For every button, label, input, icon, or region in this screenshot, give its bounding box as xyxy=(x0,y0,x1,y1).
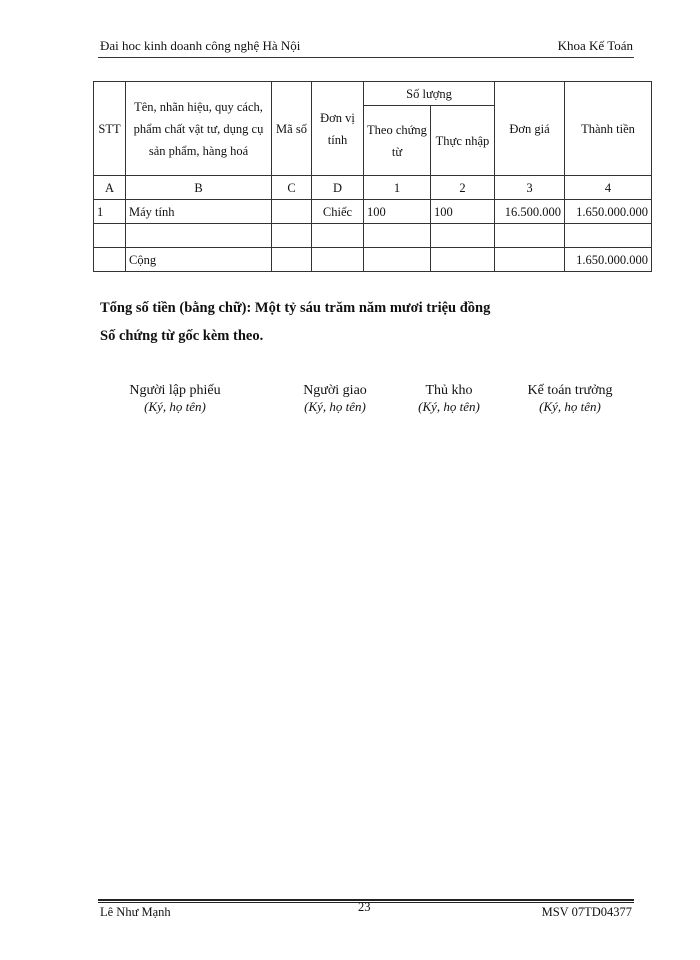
signature-preparer xyxy=(120,383,230,415)
footer-author: Lê Như Mạnh xyxy=(100,905,171,919)
signature-hint: (Ký, họ tên) xyxy=(144,399,206,414)
header-code: Mã số xyxy=(272,82,312,176)
header-quantity: Số lượng xyxy=(364,82,495,106)
cell-qty-actual: 100 xyxy=(431,200,495,224)
header-stt: STT xyxy=(94,82,126,176)
page-number: 23 xyxy=(358,900,371,914)
cell-item-name xyxy=(126,224,272,248)
cell-amount: 1.650.000.000 xyxy=(565,200,652,224)
cell-unit-price: 16.500.000 xyxy=(495,200,565,224)
table-row xyxy=(94,224,652,248)
total-label: Cộng xyxy=(126,248,272,272)
header-divider xyxy=(98,57,634,58)
index-row xyxy=(94,176,652,200)
cell-empty xyxy=(94,248,126,272)
signature-role: Người lập phiếu xyxy=(129,383,221,398)
header-qty-document: Theo chứng từ xyxy=(364,106,431,176)
cell-code xyxy=(272,200,312,224)
index-cell: 1 xyxy=(364,176,431,200)
header-university: Đai hoc kinh doanh công nghệ Hà Nội xyxy=(100,38,301,53)
signature-hint: (Ký, họ tên) xyxy=(539,399,601,414)
signature-hint: (Ký, họ tên) xyxy=(304,399,366,414)
header-item-name: Tên, nhãn hiệu, quy cách, phẩm chất vật tư, dụng cụ sản phẩm, hàng hoá xyxy=(126,82,272,176)
signature-deliverer xyxy=(280,383,390,415)
cell-qty-document xyxy=(364,224,431,248)
cell-code xyxy=(272,224,312,248)
index-cell: 2 xyxy=(431,176,495,200)
signature-role: Kế toán trưởng xyxy=(527,383,613,398)
cell-empty xyxy=(272,248,312,272)
header-amount: Thành tiền xyxy=(565,82,652,176)
cell-empty xyxy=(364,248,431,272)
index-cell: 3 xyxy=(495,176,565,200)
signature-storekeeper xyxy=(394,383,504,415)
total-row xyxy=(94,248,652,272)
header-department: Khoa Kế Toán xyxy=(557,38,633,53)
cell-empty xyxy=(431,248,495,272)
index-cell: D xyxy=(312,176,364,200)
footer-student-id: MSV 07TD04377 xyxy=(541,905,632,919)
signature-chief-accountant xyxy=(510,383,630,415)
cell-stt xyxy=(94,224,126,248)
total-amount: 1.650.000.000 xyxy=(565,248,652,272)
header-unit-price: Đơn giá xyxy=(495,82,565,176)
cell-empty xyxy=(312,248,364,272)
signature-hint: (Ký, họ tên) xyxy=(418,399,480,414)
total-in-words: Tổng số tiền (bằng chữ): Một tỷ sáu trăm năm mươi triệu đồng xyxy=(100,300,491,316)
index-cell: B xyxy=(126,176,272,200)
cell-unit-price xyxy=(495,224,565,248)
cell-qty-document: 100 xyxy=(364,200,431,224)
cell-unit: Chiếc xyxy=(312,200,364,224)
cell-qty-actual xyxy=(431,224,495,248)
header-qty-actual: Thực nhập xyxy=(431,106,495,176)
index-cell: 4 xyxy=(565,176,652,200)
cell-unit xyxy=(312,224,364,248)
index-cell: A xyxy=(94,176,126,200)
goods-receipt-table xyxy=(93,81,652,272)
cell-item-name: Máy tính xyxy=(126,200,272,224)
cell-amount xyxy=(565,224,652,248)
header-unit: Đơn vị tính xyxy=(312,82,364,176)
signature-role: Thủ kho xyxy=(425,383,473,398)
attached-documents: Số chứng từ gốc kèm theo. xyxy=(100,328,264,344)
signature-role: Người giao xyxy=(303,383,367,398)
cell-empty xyxy=(495,248,565,272)
index-cell: C xyxy=(272,176,312,200)
cell-stt: 1 xyxy=(94,200,126,224)
table-row xyxy=(94,200,652,224)
